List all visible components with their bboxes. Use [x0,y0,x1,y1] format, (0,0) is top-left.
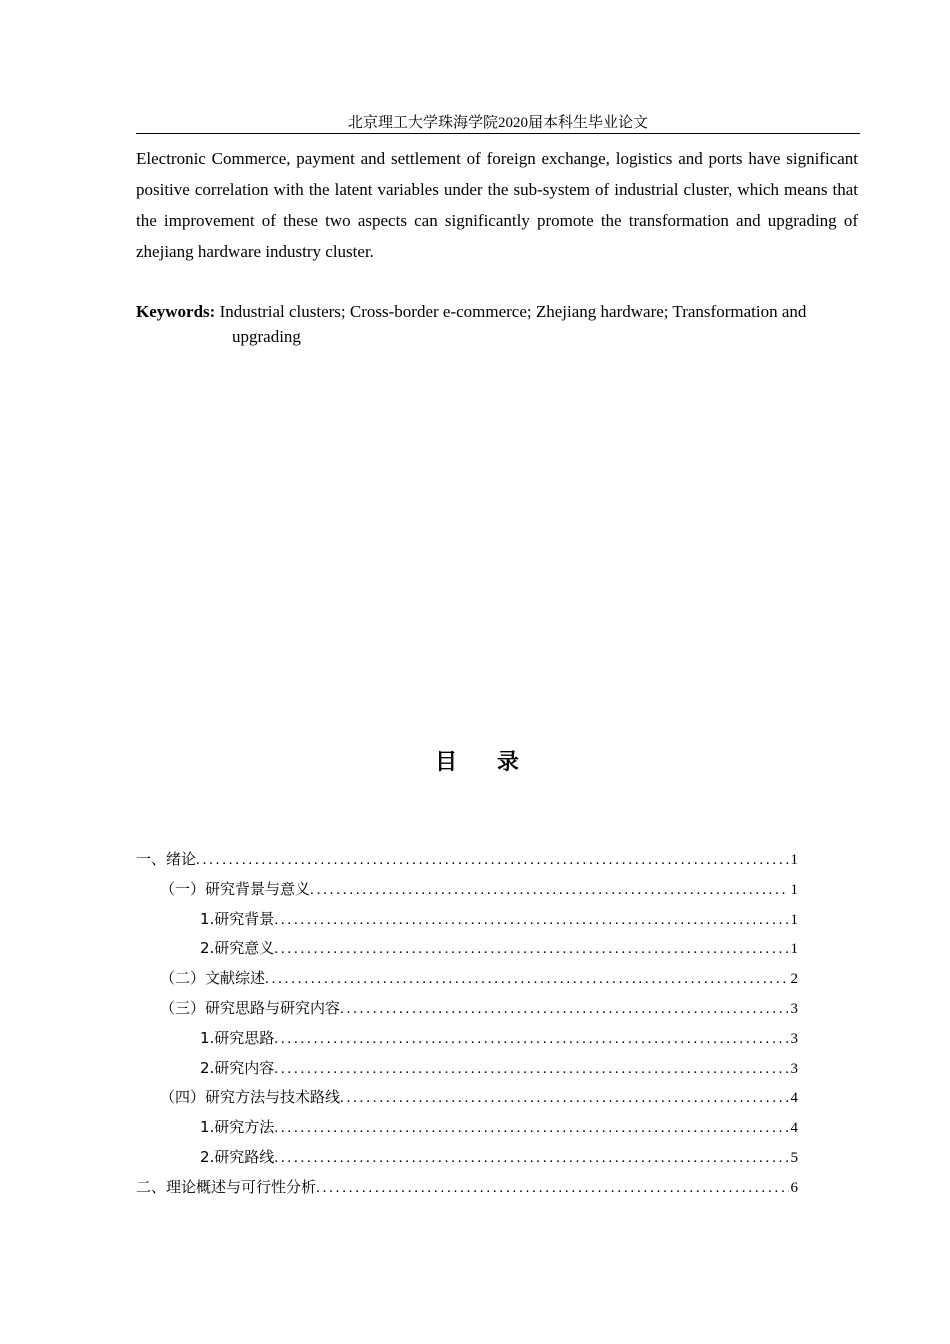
toc-entry-text: 2.研究意义 [200,939,275,958]
toc-entry-text: （三）研究思路与研究内容 [160,998,341,1017]
toc-leader [340,1090,788,1107]
toc-page-number: 1 [790,881,798,898]
toc-leader [274,1150,788,1167]
toc-leader [274,1061,788,1078]
toc-entry-text: 1.研究方法 [200,1118,275,1137]
toc-page-number: 3 [790,1030,798,1047]
toc-leader [274,941,788,958]
toc-leader [340,1001,788,1018]
toc-page-number: 4 [790,1090,798,1107]
table-of-contents [136,848,798,1206]
toc-page-number: 3 [790,1060,798,1077]
toc-entry-text: （二）文献综述 [160,969,266,988]
toc-page-number: 1 [790,852,798,868]
toc-entry[interactable] [136,848,798,878]
toc-page-number: 1 [790,911,798,928]
toc-page-number: 5 [790,1149,798,1166]
header-rule [136,133,860,134]
toc-entry-text: 2.研究内容 [200,1058,275,1077]
toc-entry[interactable] [136,1057,798,1087]
toc-leader [274,1120,788,1137]
toc-entry-text: （四）研究方法与技术路线 [160,1088,341,1107]
toc-leader [265,971,788,988]
toc-entry[interactable] [136,1027,798,1057]
toc-entry[interactable] [136,1086,798,1116]
toc-entry[interactable] [136,1116,798,1146]
toc-entry-text: 1.研究思路 [200,1028,275,1047]
toc-leader [196,852,788,869]
toc-entry-text: （一）研究背景与意义 [160,879,311,898]
toc-entry[interactable] [136,1176,798,1206]
keywords-label: Keywords: [136,302,216,321]
toc-entry-text: 二、理论概述与可行性分析 [136,1177,317,1196]
toc-page-number: 3 [790,1000,798,1017]
toc-leader [274,1031,788,1048]
toc-page-number: 4 [790,1120,798,1137]
toc-entry-text: 2.研究路线 [200,1147,275,1166]
keywords-line [136,299,858,349]
toc-entry[interactable] [136,967,798,997]
toc-entry[interactable] [136,997,798,1027]
toc-entry[interactable] [136,937,798,967]
toc-entry-text: 一、绪论 [136,850,197,868]
toc-page-number: 6 [790,1179,798,1196]
toc-title: 目 录 [435,750,535,775]
toc-page-number: 1 [790,941,798,958]
keywords-text: Industrial clusters; Cross-border e-commerce; Zhejiang hardware; Transformation and upgrading [219,302,807,346]
running-header: 北京理工大学珠海学院2020届本科生毕业论文 [347,115,648,131]
toc-leader [310,882,788,899]
toc-page-number: 2 [790,971,798,988]
toc-entry-text: 1.研究背景 [200,909,275,928]
toc-leader [316,1180,788,1197]
toc-entry[interactable] [136,908,798,938]
toc-entry[interactable] [136,878,798,908]
toc-entry[interactable] [136,1146,798,1176]
toc-leader [274,912,788,929]
abstract-paragraph: Electronic Commerce, payment and settlement of foreign exchange, logistics and ports have significant positive correlation with the latent variables under the sub-system of industrial cluster, which means that the improvement of these two aspects can significantly promote the transformation and upgrading of zhejiang hardware industry cluster. [136,149,858,261]
